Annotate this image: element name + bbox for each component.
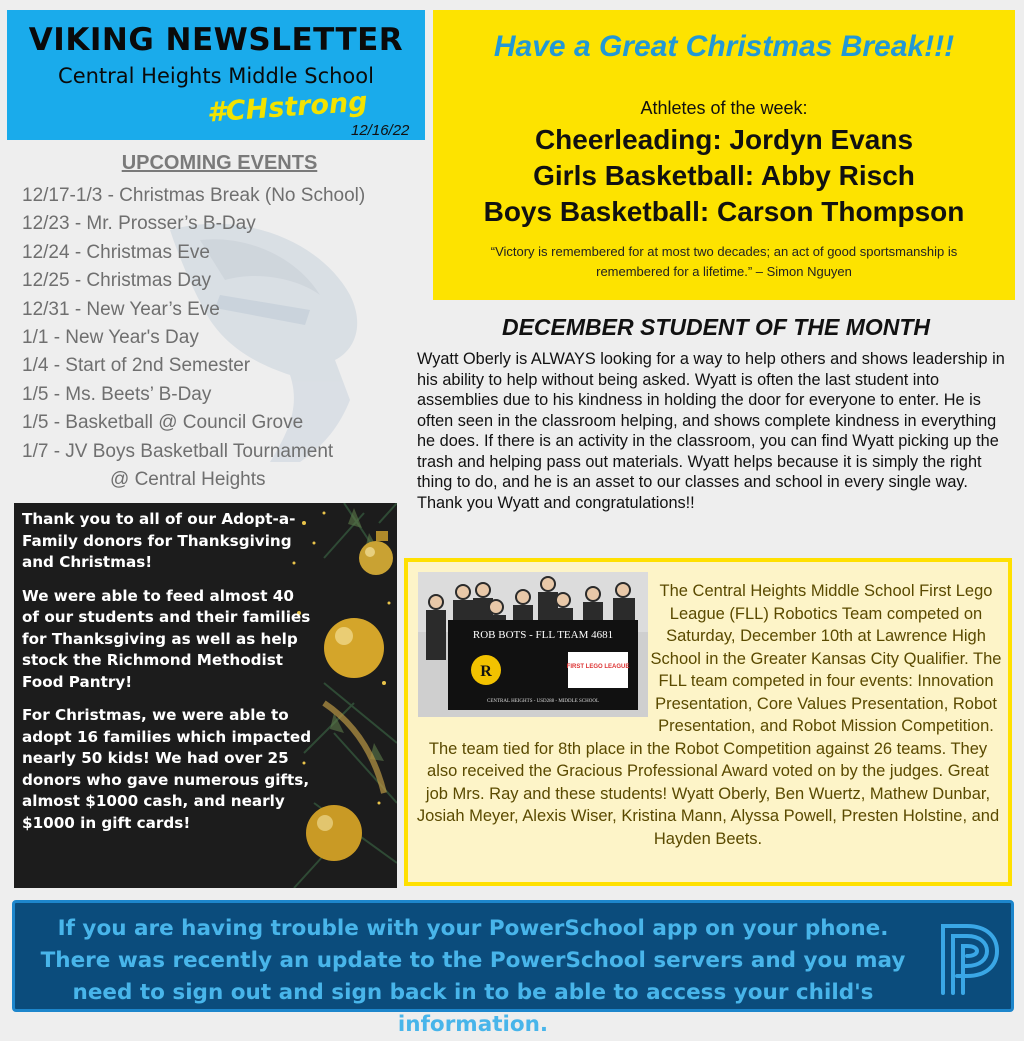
athlete-cheerleading: Cheerleading: Jordyn Evans	[534, 124, 914, 155]
donors-text	[22, 509, 312, 846]
event-item: 1/5 - Ms. Beets’ B-Day	[22, 383, 212, 405]
upcoming-events-list	[22, 182, 422, 494]
event-item: 1/4 - Start of 2nd Semester	[22, 355, 251, 377]
christmas-break-title: Have a Great Christmas Break!!!	[493, 30, 955, 63]
athletes-of-week-label: Athletes of the week:	[640, 98, 808, 118]
powerschool-logo-icon	[935, 921, 1005, 996]
powerschool-notice-banner	[12, 900, 1014, 1037]
event-item: 12/17-1/3 - Christmas Break (No School)	[22, 185, 366, 206]
student-of-month-body: Wyatt Oberly is ALWAYS looking for a way to help others and shows leadership in his ability to help without being asked. Wyatt is often the last student into assemblies due to his kindness in holding the door for everyone to enter. He is often seen in the classroom helping, and shows complete kindness in everything he does. If there is an activity in the classroom, you can find Wyatt picking up the trash and helping pass out materials. Wyatt helps because it is simply the right thing to do, and he is an asset to our classes and school in every single way. Thank you Wyatt and congratulations!!	[417, 350, 1005, 512]
issue-date: 12/16/22	[351, 122, 410, 139]
event-item: 12/31 - New Year’s Eve	[22, 298, 220, 320]
donors-thanks: Thank you to all of our Adopt-a-Family donors for Thanksgiving and Christmas!	[22, 510, 296, 571]
robotics-team-box	[404, 558, 1012, 886]
ornament-cap-icon	[376, 531, 388, 541]
school-name: Central Heights Middle School	[58, 64, 374, 88]
newsletter-title: VIKING NEWSLETTER	[28, 22, 404, 58]
event-item: 1/7 - JV Boys Basketball Tournament	[22, 440, 334, 462]
event-item: 1/1 - New Year's Day	[22, 326, 199, 348]
sportsmanship-quote	[433, 242, 1015, 282]
event-item-continuation: @ Central Heights	[110, 468, 266, 490]
ornament-bottom-icon	[306, 805, 362, 861]
quote-line: “Victory is remembered for at most two decades; an act of good sportsmanship is	[490, 244, 958, 259]
ornament-small-icon	[359, 541, 393, 575]
christmas-athletes-box	[433, 10, 1015, 300]
athlete-boys-basketball: Boys Basketball: Carson Thompson	[483, 196, 965, 227]
banner-footer: CENTRAL HEIGHTS - USD288 - MIDDLE SCHOOL	[486, 699, 600, 704]
quote-line: remembered for a lifetime.” – Simon Nguyen	[596, 264, 852, 279]
banner-title: ROB BOTS - FLL TEAM 4681	[472, 629, 614, 641]
rob-bots-logo: R	[480, 663, 492, 680]
student-of-month-heading: DECEMBER STUDENT OF THE MONTH	[501, 314, 931, 340]
hashtag: #CHstrong	[206, 86, 369, 129]
adopt-a-family-panel	[14, 503, 397, 888]
event-item: 12/23 - Mr. Prosser’s B-Day	[22, 213, 256, 235]
donors-thanksgiving: We were able to feed almost 40 of our students and their families for Thanksgiving as well as help stock the Richmond Methodist Food Pantry!	[22, 586, 311, 691]
athlete-girls-basketball: Girls Basketball: Abby Risch	[533, 160, 915, 191]
robotics-description: The Central Heights Middle School First Lego League (FLL) Robotics Team competed on Saturday, December 10th at Lawrence High School in the Greater Kansas City Qualifier. The FLL team competed in four events: Innovation Presentation, Core Values Presentation, Robot Presentation, and Robot Mission Competition. The team tied for 8th place in the Robot Competition against 26 teams. They also received the Gracious Professional Award voted on by the judges. Great job Mrs. Ray and these students! Wyatt Oberly, Ben Wuertz, Mathew Dunbar, Josiah Meyer, Alexis Wiser, Kristina Mann, Alyssa Powell, Presten Holstine, and Hayden Beets.	[416, 582, 1002, 848]
event-item: 12/24 - Christmas Eve	[22, 241, 210, 263]
event-item: 1/5 - Basketball @ Council Grove	[22, 412, 304, 434]
newsletter-header	[7, 10, 425, 140]
robotics-team-text	[414, 580, 1002, 850]
powerschool-notice-text: If you are having trouble with your PowerSchool app on your phone. There was recently an update to the PowerSchool servers and you may need to sign out and sign back in to be able to access your child's information.	[40, 916, 906, 1037]
event-item: 12/25 - Christmas Day	[22, 270, 212, 292]
ornament-large-icon	[324, 618, 384, 678]
donors-christmas: For Christmas, we were able to adopt 16 families which impacted nearly 50 kids! We had over 25 donors who gave numerous gifts, almost $1000 cash, and nearly $1000 in gift cards!	[22, 706, 312, 832]
upcoming-events-heading: UPCOMING EVENTS	[121, 152, 318, 174]
fll-badge: FIRST LEGO LEAGUE	[566, 664, 630, 670]
